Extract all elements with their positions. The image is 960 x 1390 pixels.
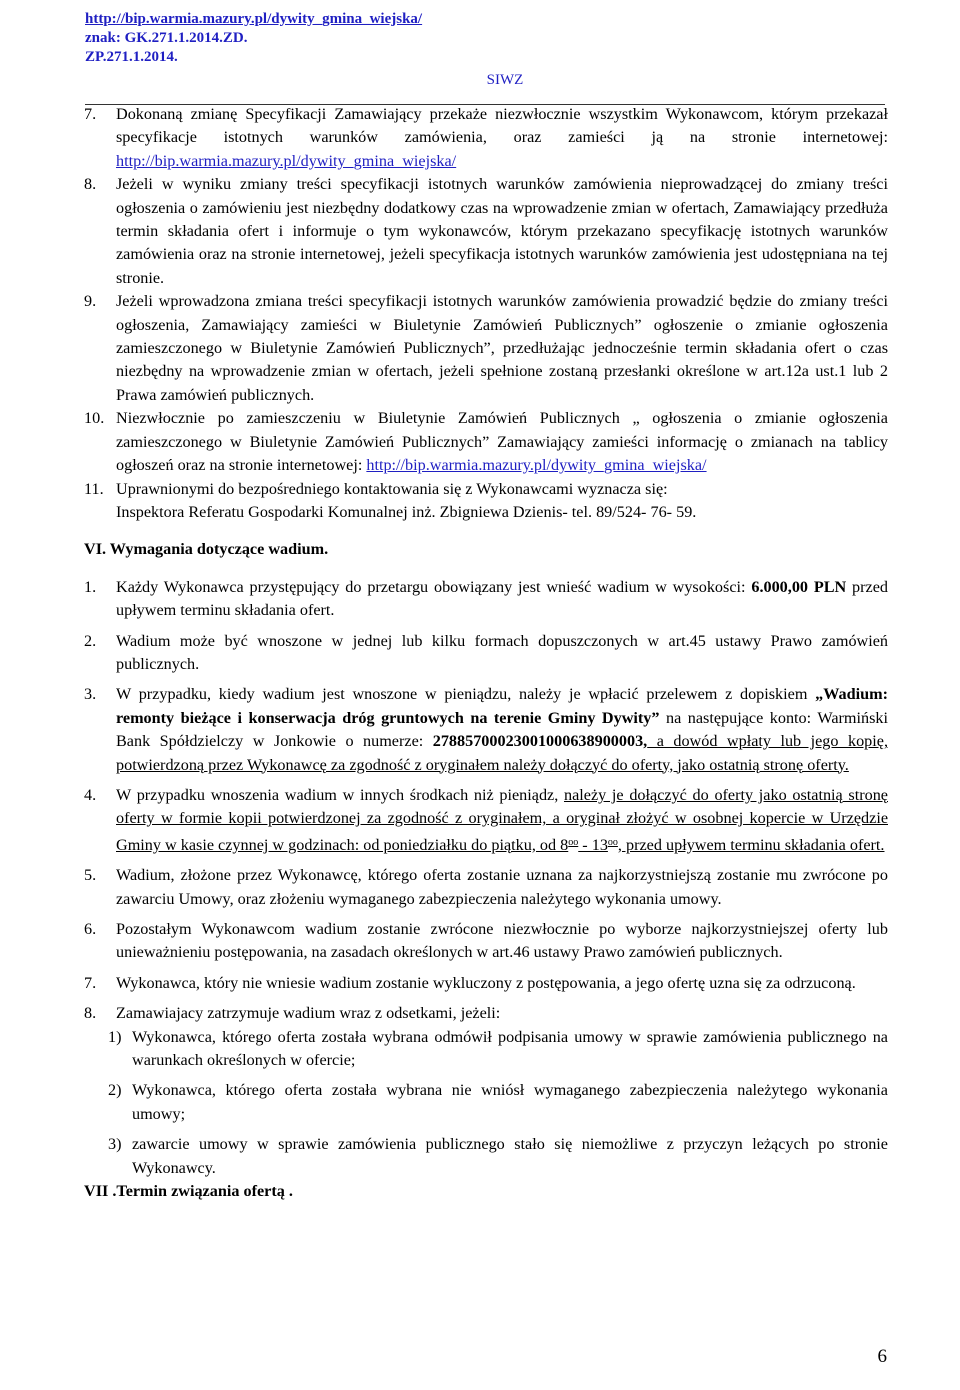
list-item-8: 8. Jeżeli w wyniku zmiany treści specyfikacji istotnych warunków zamówienia nieprowadzącej do zmiany treści ogłoszenia o zamówieniu jest niezbędny dodatkowy czas na wprowadzenie zmian w ofertach, Zamawiający przedłuża termin składania ofert i informuje o tym wykonawców, którym przekazano specyfikację istotnych warunków zamówienia oraz na stronie internetowej, jeżeli specyfikacja istotnych warunków zamówienia jest udostępniana na tej stronie.	[84, 175, 888, 287]
wadium-item-8: 8. Zamawiajacy zatrzymuje wadium wraz z odsetkami, jeżeli:	[84, 1004, 501, 1023]
bip-link[interactable]: http://bip.warmia.mazury.pl/dywity_gmina_wiejska/	[366, 456, 707, 475]
wadium-subitem-2: 2) Wykonawca, którego oferta została wybrana nie wniósł wymaganego zabezpieczenia należytego wykonania umowy;	[108, 1081, 888, 1123]
list-item-7: 7. Dokonaną zmianę Specyfikacji Zamawiający przekaże niezwłocznie wszystkim Wykonawcom, którym przekazał specyfikacje istotnych warunków zamówienia, oraz zamieści ją na stronie internetowej: http://bip.warmia.mazury.pl/dywity_gmina_wiejska/	[84, 105, 888, 170]
header-ref-line1: znak: GK.271.1.2014.ZD.	[85, 30, 248, 46]
wadium-item-3: 3. W przypadku, kiedy wadium jest wnoszone w pieniądzu, należy je wpłacić przelewem z dopiskiem „Wadium: remonty bieżące i konserwacja dróg gruntowych na terenie Gminy Dywity” na następujące konto: Warmiński Bank Spółdzielczy w Jonkowie o numerze: 27885700023001000638900003, a dowód wpłaty lub jego kopię, potwierdzoną przez Wykonawcę za zgodność z oryginałem należy dołączyć do oferty, jako ostatnią stronę oferty.	[84, 685, 888, 774]
section-vii-heading: VII .Termin związania ofertą .	[84, 1182, 293, 1201]
page-number: 6	[877, 1346, 887, 1367]
wadium-item-6: 6. Pozostałym Wykonawcom wadium zostanie zwrócone niezwłocznie po wyborze najkorzystniejszej oferty lub unieważnieniu postępowania, na zasadach określonych w art.46 ustawy Prawo zamówień publicznych.	[84, 920, 888, 962]
section-vi-heading: VI. Wymagania dotyczące wadium.	[84, 540, 329, 559]
document-body	[84, 103, 888, 1203]
wadium-item-2: 2. Wadium może być wnoszone w jednej lub kilku formach dopuszczonych w art.45 ustawy Prawo zamówień publicznych.	[84, 631, 888, 673]
list-item-11: 11. Uprawnionymi do bezpośredniego kontaktowania się z Wykonawcami wyznacza się: Inspektora Referatu Gospodarki Komunalnej inż. Zbigniewa Dzienis- tel. 89/524- 76- 59.	[84, 479, 697, 521]
wadium-subitem-1: 1) Wykonawca, którego oferta została wybrana odmówił podpisania umowy w sprawie zamówienia publicznego na warunkach określonych w ofercie;	[108, 1027, 888, 1070]
page-header	[85, 10, 905, 88]
bip-link[interactable]: http://bip.warmia.mazury.pl/dywity_gmina_wiejska/	[116, 151, 457, 170]
list-item-9: 9. Jeżeli wprowadzona zmiana treści specyfikacji istotnych warunków zamówienia prowadzić będzie do zmiany treści ogłoszenia, Zamawiający zamieści w Biuletynie Zamówień Publicznych” ogłoszenie o zmianie ogłoszenia zamieszczonego w Biuletynie Zamówień Publicznych”, przedłużając jednocześnie termin składania ofert o czas niezbędny na wprowadzenie zmian w ofertach, jeżeli spełnione zostaną przesłanki określone w art.12a ust.1 lub 2 Prawa zamówień publicznych.	[84, 292, 888, 404]
header-url-link[interactable]: http://bip.warmia.mazury.pl/dywity_gmina_wiejska/	[85, 11, 423, 27]
wadium-item-1: 1. Każdy Wykonawca przystępujący do przetargu obowiązany jest wnieść wadium w wysokości: 6.000,00 PLN przed upływem terminu składania ofert.	[84, 577, 889, 620]
header-ref-line2: ZP.271.1.2014.	[85, 49, 178, 65]
wadium-item-5: 5. Wadium, złożone przez Wykonawcę, którego oferta zostanie uznana za najkorzystniejszą zostanie mu zwrócone po zawarciu Umowy, oraz złożeniu wymaganego zabezpieczenia należytego wykonania umowy.	[84, 866, 888, 908]
wadium-item-7: 7. Wykonawca, który nie wniesie wadium zostanie wykluczony z postępowania, a jego ofertę uzna się za odrzuconą.	[84, 973, 856, 992]
list-item-10: 10. Niezwłocznie po zamieszczeniu w Biuletynie Zamówień Publicznych „ ogłoszenia o zmianie ogłoszenia zamieszczonego w Biuletynie Zamówień Publicznych” Zamawiający zamieści informację o zmianach na tablicy ogłoszeń oraz na stronie internetowej: http://bip.warmia.mazury.pl/dywity_gmina_wiejska/	[84, 409, 888, 475]
wadium-subitem-3: 3) zawarcie umowy w sprawie zamówienia publicznego stało się niemożliwe z przyczyn leżących po stronie Wykonawcy.	[108, 1135, 888, 1177]
header-doc-type: SIWZ	[486, 72, 524, 88]
wadium-item-4: 4. W przypadku wnoszenia wadium w innych środkach niż pieniądz, należy je dołączyć do oferty jako ostatnią stronę oferty w formie kopii potwierdzonej za zgodność z oryginałem, a oryginał złożyć w osobnej kopercie w Urzędzie Gminy w kasie czynnej w godzinach: od poniedziałku do piątku, od $8^{oo} - 13^{oo}$, przed upływem terminu składania ofert.	[84, 785, 888, 854]
